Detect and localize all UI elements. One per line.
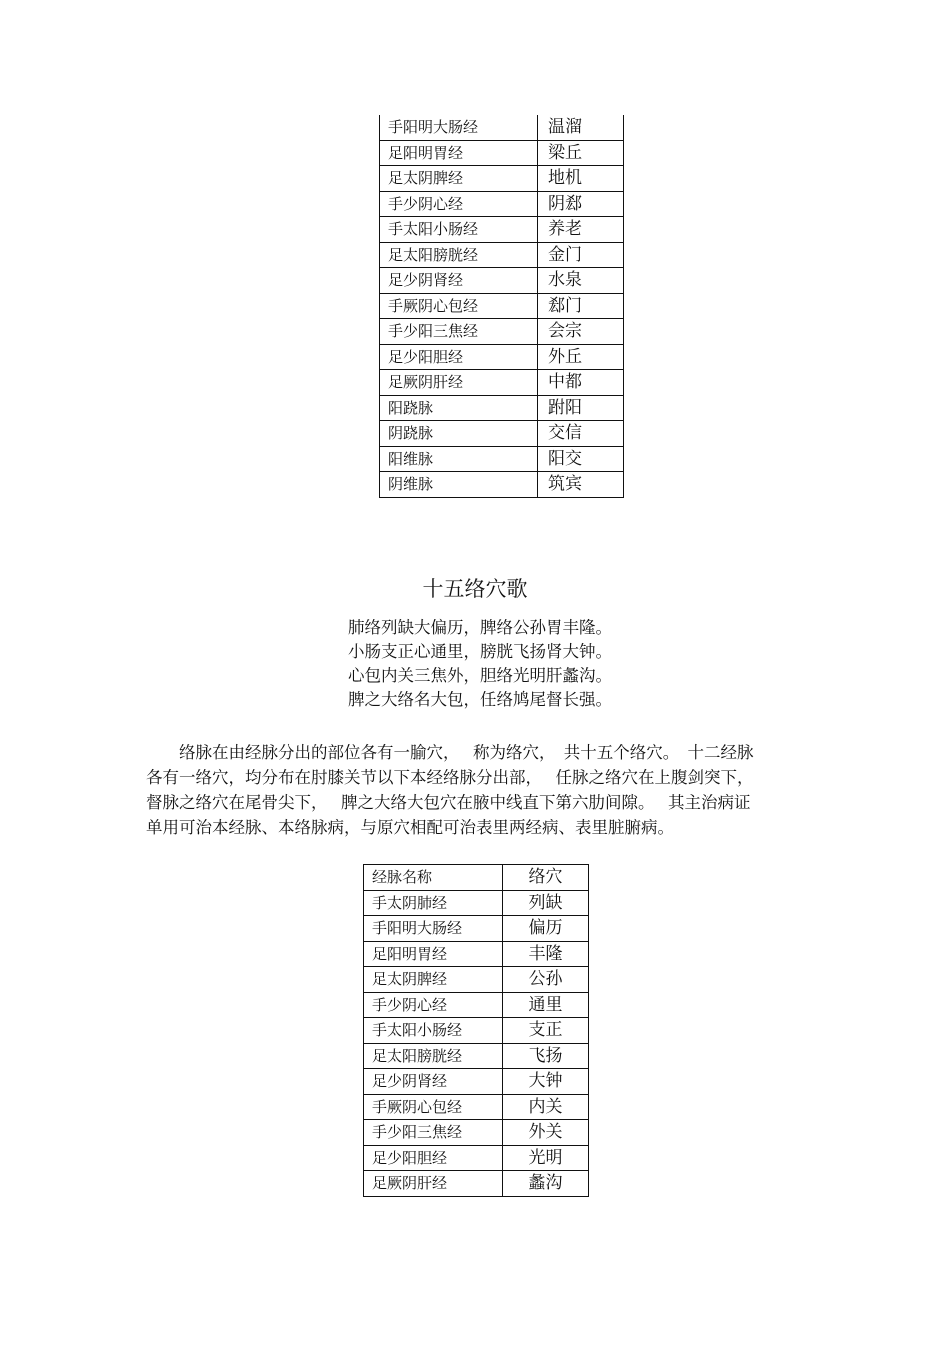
channel-cell: 手阳明大肠经 — [364, 916, 503, 942]
table-row — [380, 191, 624, 217]
table-row — [380, 217, 624, 243]
table-row — [380, 268, 624, 294]
point-cell: 地机 — [538, 166, 624, 192]
table-row — [364, 941, 589, 967]
point-cell: 内关 — [503, 1094, 589, 1120]
table-row — [364, 1043, 589, 1069]
channel-cell: 阳维脉 — [380, 446, 538, 472]
point-cell: 支正 — [503, 1018, 589, 1044]
point-cell: 养老 — [538, 217, 624, 243]
point-cell: 交信 — [538, 421, 624, 447]
luo-points-table — [363, 864, 589, 1197]
paragraph-line: 督脉之络穴在尾骨尖下， 脾之大络大包穴在腋中线直下第六肋间隙。 其主治病证 — [146, 793, 751, 812]
channel-cell: 手厥阴心包经 — [380, 293, 538, 319]
point-cell: 外关 — [503, 1120, 589, 1146]
point-cell: 列缺 — [503, 890, 589, 916]
point-cell: 金门 — [538, 242, 624, 268]
point-cell: 公孙 — [503, 967, 589, 993]
point-cell: 偏历 — [503, 916, 589, 942]
paragraph-line: 络脉在由经脉分出的部位各有一腧穴， 称为络穴， 共十五个络穴。 十二经脉 — [146, 743, 754, 762]
channel-cell: 足太阳膀胱经 — [364, 1043, 503, 1069]
paragraph-line: 单用可治本经脉、本络脉病，与原穴相配可治表里两经病、表里脏腑病。 — [146, 818, 674, 837]
table-row — [380, 421, 624, 447]
channel-cell: 足太阴脾经 — [364, 967, 503, 993]
point-cell: 跗阳 — [538, 395, 624, 421]
channel-cell: 手太阴肺经 — [364, 890, 503, 916]
table-row — [380, 319, 624, 345]
point-cell: 大钟 — [503, 1069, 589, 1095]
table-row — [364, 1069, 589, 1095]
point-cell: 温溜 — [538, 115, 624, 140]
table-row — [364, 1018, 589, 1044]
channel-cell: 手厥阴心包经 — [364, 1094, 503, 1120]
channel-cell: 手少阴心经 — [364, 992, 503, 1018]
channel-cell: 足厥阴肝经 — [380, 370, 538, 396]
channel-cell: 足少阳胆经 — [380, 344, 538, 370]
table-row — [364, 1171, 589, 1197]
channel-cell: 手太阳小肠经 — [364, 1018, 503, 1044]
table-row — [364, 992, 589, 1018]
table-body — [364, 865, 589, 1197]
channel-cell: 阴跷脉 — [380, 421, 538, 447]
channel-cell: 手少阴心经 — [380, 191, 538, 217]
point-cell: 阴郄 — [538, 191, 624, 217]
point-cell: 中都 — [538, 370, 624, 396]
point-cell: 光明 — [503, 1145, 589, 1171]
point-cell: 会宗 — [538, 319, 624, 345]
table-row — [364, 916, 589, 942]
song-verse — [0, 616, 950, 712]
song-title: 十五络穴歌 — [422, 577, 528, 601]
point-cell: 丰隆 — [503, 941, 589, 967]
table-row — [380, 115, 624, 140]
table-row — [380, 140, 624, 166]
channel-cell: 手少阳三焦经 — [380, 319, 538, 345]
table-row — [380, 344, 624, 370]
channel-cell: 足厥阴肝经 — [364, 1171, 503, 1197]
table-row — [364, 1120, 589, 1146]
channel-cell: 阴维脉 — [380, 472, 538, 498]
channel-cell: 足少阳胆经 — [364, 1145, 503, 1171]
table-row — [380, 166, 624, 192]
point-cell: 飞扬 — [503, 1043, 589, 1069]
table-row — [380, 472, 624, 498]
point-cell: 郄门 — [538, 293, 624, 319]
point-cell: 梁丘 — [538, 140, 624, 166]
channel-cell: 足少阴肾经 — [364, 1069, 503, 1095]
table-row — [364, 1145, 589, 1171]
channel-cell: 手阳明大肠经 — [380, 115, 538, 140]
channel-cell: 阳跷脉 — [380, 395, 538, 421]
point-cell: 阳交 — [538, 446, 624, 472]
xi-cleft-points-table — [379, 115, 624, 498]
header-point-cell: 络穴 — [503, 865, 589, 891]
paragraph-line: 各有一络穴，均分布在肘膝关节以下本经络脉分出部， 任脉之络穴在上腹剑突下， — [146, 768, 754, 787]
song-line: 肺络列缺大偏历，脾络公孙胃丰隆。 — [348, 618, 612, 637]
song-line: 心包内关三焦外，胆络光明肝蠡沟。 — [348, 666, 612, 685]
song-line: 小肠支正心通里，膀胱飞扬肾大钟。 — [348, 642, 612, 661]
channel-cell: 足阳明胃经 — [380, 140, 538, 166]
channel-cell: 足太阳膀胱经 — [380, 242, 538, 268]
table-row — [364, 967, 589, 993]
table-row — [364, 890, 589, 916]
point-cell: 通里 — [503, 992, 589, 1018]
point-cell: 蠡沟 — [503, 1171, 589, 1197]
channel-cell: 足阳明胃经 — [364, 941, 503, 967]
table-row — [364, 1094, 589, 1120]
song-line: 脾之大络名大包，任络鸠尾督长强。 — [348, 690, 612, 709]
header-channel-cell: 经脉名称 — [364, 865, 503, 891]
table-row — [380, 370, 624, 396]
table-row — [380, 293, 624, 319]
table-row — [380, 395, 624, 421]
table-header-row — [364, 865, 589, 891]
table-row — [380, 446, 624, 472]
channel-cell: 足太阴脾经 — [380, 166, 538, 192]
channel-cell: 足少阴肾经 — [380, 268, 538, 294]
point-cell: 水泉 — [538, 268, 624, 294]
channel-cell: 手少阳三焦经 — [364, 1120, 503, 1146]
table-body — [380, 115, 624, 497]
table-row — [380, 242, 624, 268]
point-cell: 外丘 — [538, 344, 624, 370]
body-paragraph — [146, 740, 814, 840]
channel-cell: 手太阳小肠经 — [380, 217, 538, 243]
point-cell: 筑宾 — [538, 472, 624, 498]
